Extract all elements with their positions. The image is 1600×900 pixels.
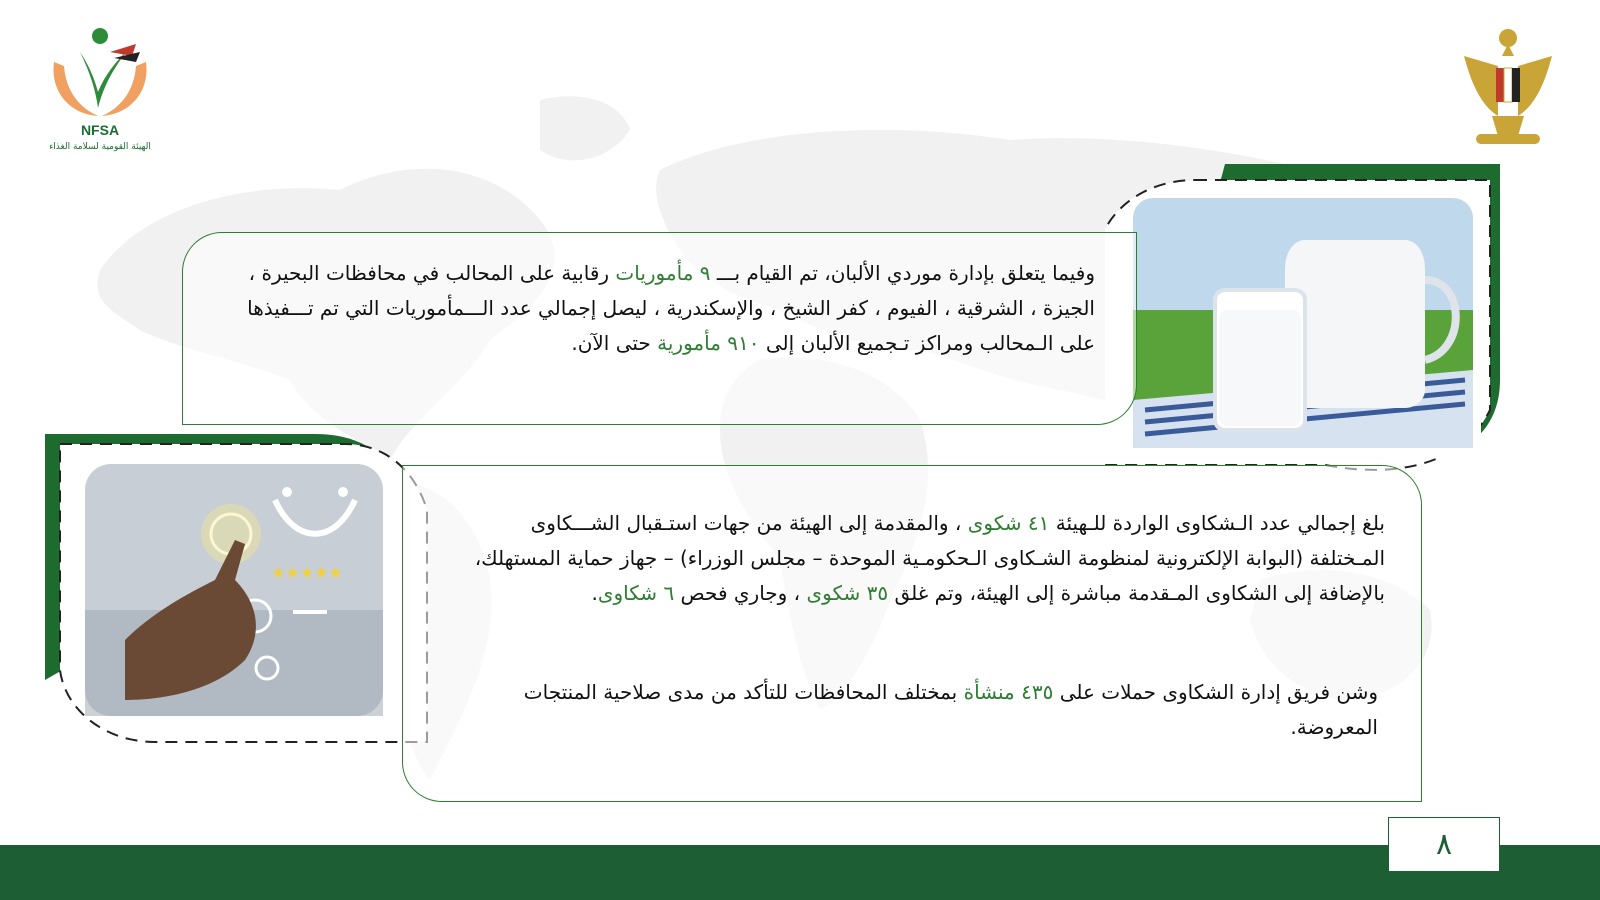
nfsa-logo-subtitle: الهيئة القومية لسلامة الغذاء bbox=[49, 142, 151, 152]
footer-bar bbox=[0, 845, 1600, 900]
feedback-rating-photo-icon bbox=[85, 464, 383, 716]
egypt-eagle-emblem-icon bbox=[1462, 26, 1554, 150]
milk-suppliers-paragraph bbox=[225, 256, 1095, 361]
svg-text:★★★★★: ★★★★★ bbox=[271, 563, 343, 582]
paragraph1-text-part1: وفيما يتعلق بإدارة موردي الألبان، تم القيام بـــ bbox=[710, 261, 1095, 285]
paragraph3-text-part1: وشن فريق إدارة الشكاوى حملات على bbox=[1053, 680, 1378, 704]
nfsa-hands-icon bbox=[40, 22, 160, 122]
paragraph2-highlight-received: ٤١ شكوى bbox=[967, 511, 1050, 535]
nfsa-logo-text: NFSA bbox=[80, 122, 120, 138]
paragraph2-text-part2: ، والمقدمة إلى الهيئة من جهات استـقبال الشـــكاوى المـختلفة (البوابة الإلكترونية لمنظومة الشـكاوى الـحكومـية الموحدة – مجلس الوزراء) – جهاز حماية المستهلك، بالإضافة إلى الشكاوى المـقدمة مباشرة إلى الهيئة، وتم غلق bbox=[474, 511, 1385, 605]
milk-photo-icon bbox=[1133, 198, 1473, 448]
nfsa-logo bbox=[40, 22, 160, 162]
paragraph1-text-part2: رقابية على المحالب في محافظات البحيرة ، الجيزة ، الشرقية ، الفيوم ، كفر الشيخ ، والإسكندرية ، ليصل إجمالي عدد الـــمأموريات التي تم تـــفيذها على الـمحالب ومراكز تـجميع الألبان إلى bbox=[247, 261, 1095, 355]
paragraph2-text-part3: ، وجاري فحص bbox=[674, 581, 807, 605]
paragraph1-highlight-total: ٩١٠ مأمورية bbox=[657, 331, 760, 355]
paragraph1-text-part3: حتى الآن. bbox=[571, 331, 658, 355]
paragraph1-highlight-missions: ٩ مأموريات bbox=[615, 261, 711, 285]
paragraph2-highlight-pending: ٦ شكاوى bbox=[597, 581, 675, 605]
paragraph2-text-part4: . bbox=[591, 581, 598, 605]
paragraph3-highlight-facilities: ٤٣٥ منشأة bbox=[963, 680, 1054, 704]
feedback-image-frame bbox=[45, 430, 445, 760]
paragraph2-text-part1: بلغ إجمالي عدد الـشكاوى الواردة للـهيئة bbox=[1049, 511, 1385, 535]
paragraph2-highlight-closed: ٣٥ شكوى bbox=[806, 581, 889, 605]
milk-image-frame bbox=[1105, 160, 1505, 480]
campaigns-paragraph bbox=[470, 675, 1378, 745]
complaints-paragraph bbox=[470, 506, 1385, 611]
page-number: ٨ bbox=[1388, 817, 1500, 872]
paragraph3-text-part2: بمختلف المحافظات للتأكد من مدى صلاحية المنتجات المعروضة. bbox=[523, 680, 1378, 739]
